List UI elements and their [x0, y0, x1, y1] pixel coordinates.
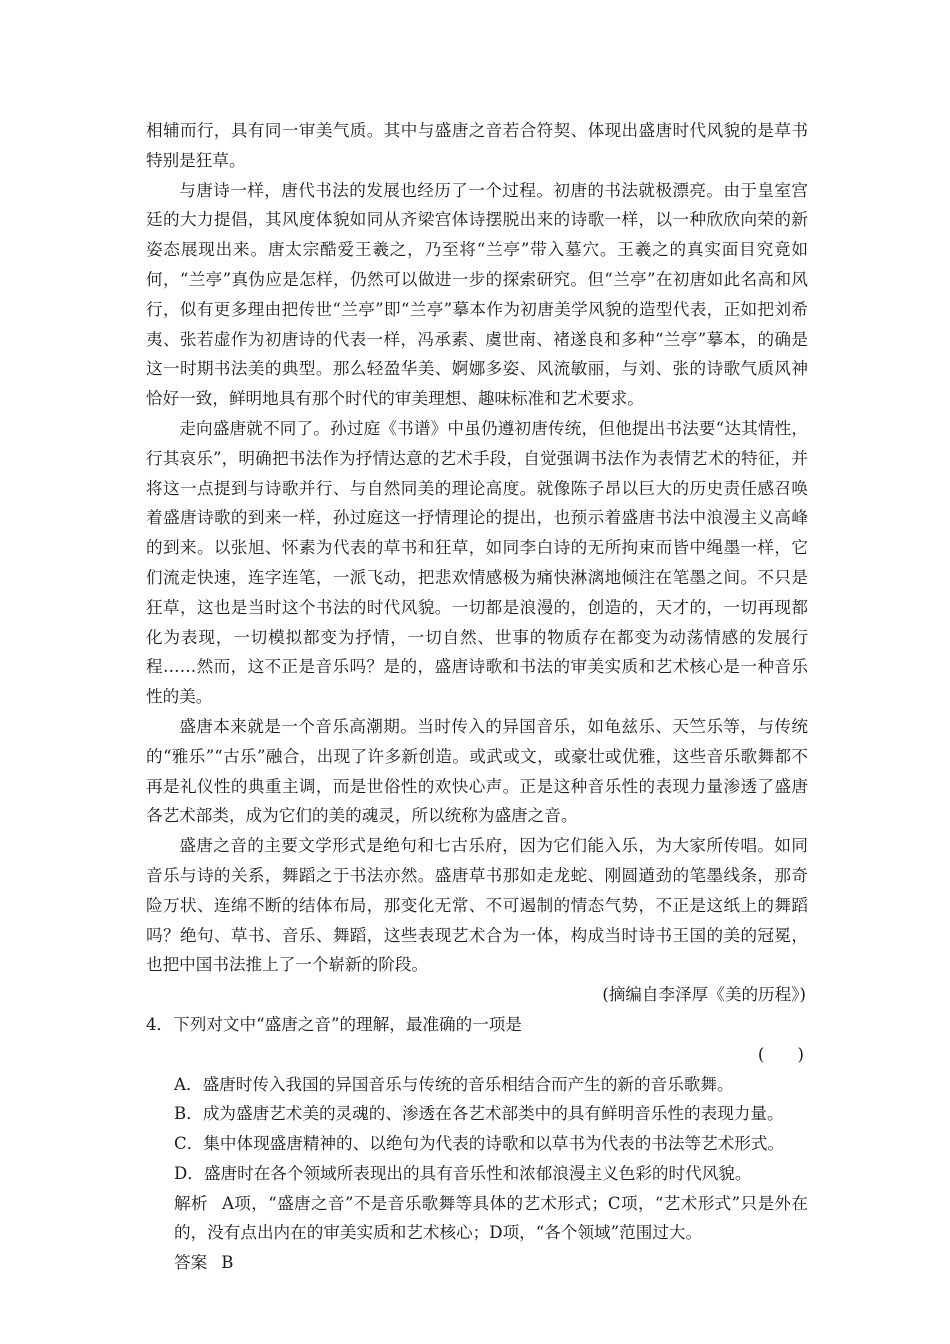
passage-source: (摘编自李泽厚《美的历程》) — [602, 985, 806, 1005]
option-b: B．成为盛唐艺术美的灵魂的、渗透在各艺术部类中的具有鲜明音乐性的表现力量。 — [174, 1104, 784, 1124]
passage-paragraph-1: 相辅而行，具有同一审美气质。其中与盛唐之音若合符契、体现出盛唐时代风貌的是草书特别是狂草。 — [146, 121, 808, 170]
answer — [174, 1248, 808, 1278]
option-c: C．集中体现盛唐精神的、以绝句为代表的诗歌和以草书为代表的书法等艺术形式。 — [174, 1134, 785, 1154]
answer-value: B — [221, 1253, 234, 1273]
document-page — [146, 116, 808, 1278]
passage-paragraph-5: 盛唐之音的主要文学形式是绝句和七古乐府，因为它们能入乐，为大家所传唱。如同音乐与诗的关系，舞蹈之于书法亦然。盛唐草书那如走龙蛇、刚圆遒劲的笔墨线条，那奇险万状、连绵不断的结体布局，那变化无常、不可遏制的情态气势，不正是这纸上的舞蹈吗？绝句、草书、音乐、舞蹈，这些表现艺术合为一体，构成当时诗书王国的美的冠冕，也把中国书法推上了一个崭新的阶段。 — [146, 836, 808, 975]
analysis-text: A项，“盛唐之音”不是音乐歌舞等具体的艺术形式；C项，“艺术形式”只是外在的，没有点出内在的审美实质和艺术核心；D项，“各个领域”范围过大。 — [174, 1193, 808, 1243]
option-a: A．盛唐时传入我国的异国音乐与传统的音乐相结合而产生的新的音乐歌舞。 — [174, 1074, 734, 1094]
passage-paragraph-4: 盛唐本来就是一个音乐高潮期。当时传入的异国音乐，如龟兹乐、天竺乐等，与传统的“雅乐”“古乐”融合，出现了许多新创造。或武或文，或豪壮或优雅，这些音乐歌舞都不再是礼仪性的典重主调，而是世俗性的欢快心声。正是这种音乐性的表现力量渗透了盛唐各艺术部类，成为它们的美的魂灵，所以统称为盛唐之音。 — [146, 716, 808, 826]
passage-paragraph-2: 与唐诗一样，唐代书法的发展也经历了一个过程。初唐的书法就极漂亮。由于皇室宫廷的大力提倡，其风度体貌如同从齐梁宫体诗摆脱出来的诗歌一样，以一种欣欣向荣的新姿态展现出来。唐太宗酷爱王羲之，乃至将“兰亭”带入墓穴。王羲之的真实面目究竟如何，“兰亭”真伪应是怎样，仍然可以做进一步的探索研究。但“兰亭”在初唐如此名高和风行，似有更多理由把传世“兰亭”即“兰亭”摹本作为初唐美学风貌的造型代表，正如把刘希夷、张若虚作为初唐诗的代表一样，冯承素、虞世南、褚遂良和多种“兰亭”摹本，的确是这一时期书法美的典型。那么轻盈华美、婀娜多姿、风流敏丽，与刘、张的诗歌气质风神恰好一致，鲜明地具有那个时代的审美理想、趣味标准和艺术要求。 — [146, 180, 808, 409]
analysis — [174, 1189, 808, 1249]
answer-blank: ( ) — [757, 1044, 804, 1064]
question-stem: 4．下列对文中“盛唐之音”的理解，最准确的一项是 — [146, 1014, 522, 1034]
option-d: D．盛唐时在各个领域所表现出的具有音乐性和浓郁浪漫主义色彩的时代风貌。 — [174, 1163, 752, 1183]
passage-paragraph-3: 走向盛唐就不同了。孙过庭《书谱》中虽仍遵初唐传统，但他提出书法要“达其情性，行其哀乐”，明确把书法作为抒情达意的艺术手段，自觉强调书法作为表情艺术的特征，并将这一点提到与诗歌并行、与自然同美的理论高度。就像陈子昂以巨大的历史责任感召唤着盛唐诗歌的到来一样，孙过庭这一抒情理论的提出，也预示着盛唐书法中浪漫主义高峰的到来。以张旭、怀素为代表的草书和狂草，如同李白诗的无所拘束而皆中绳墨一样，它们流走快速，连字连笔，一派飞动，把悲欢情感极为痛快淋漓地倾注在笔墨之间。不只是狂草，这也是当时这个书法的时代风貌。一切都是浪漫的，创造的，天才的，一切再现都化为表现，一切模拟都变为抒情，一切自然、世事的物质存在都变为动荡情感的发展行程……然而，这不正是音乐吗？是的，盛唐诗歌和书法的审美实质和艺术核心是一种音乐性的美。 — [146, 418, 808, 707]
analysis-label: 解析 — [174, 1193, 208, 1213]
answer-label: 答案 — [174, 1253, 208, 1273]
